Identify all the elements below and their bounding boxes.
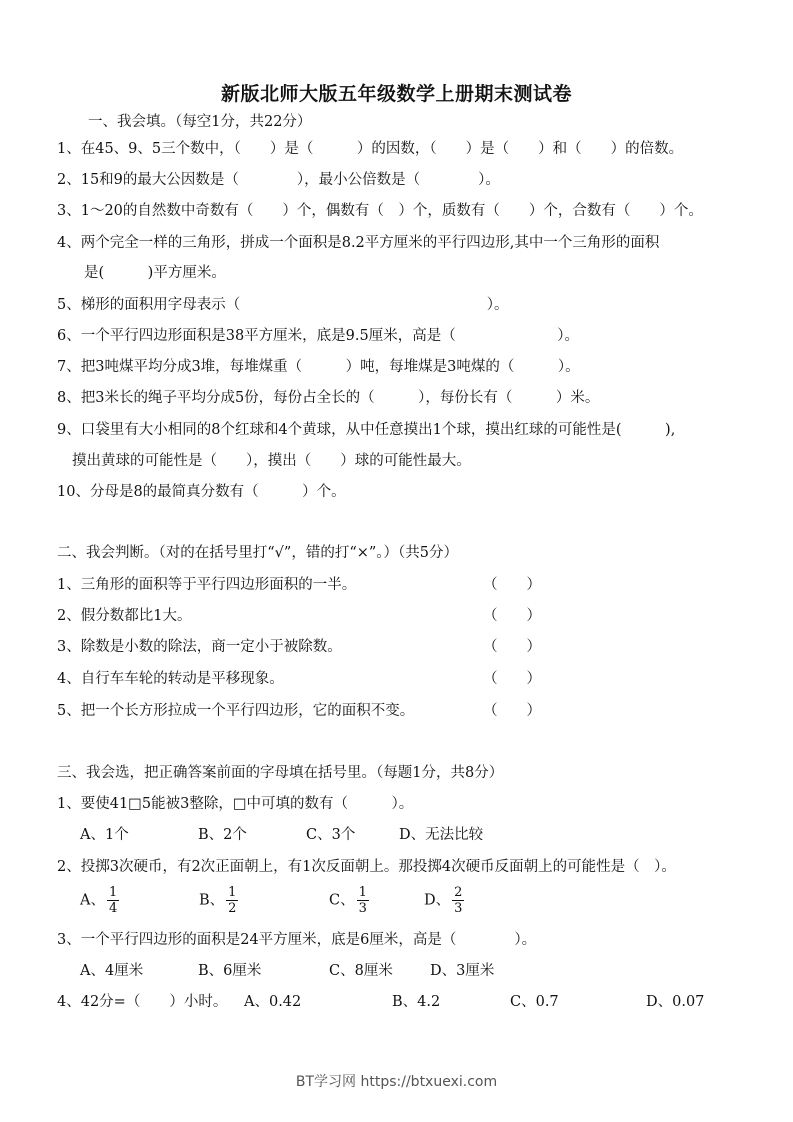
judge-paren-4: （ ） [483,671,541,687]
fraction-numerator: 1 [108,885,118,900]
choice-q1-option-c: C、3个 [306,827,356,843]
judge-item-2: 2、假分数都比1大。 [57,608,192,624]
question-1-9-cont: 摸出黄球的可能性是（ ），摸出（ ）球的可能性最大。 [72,453,471,469]
question-1-6: 6、一个平行四边形面积是38平方厘米，底是9.5厘米，高是（ ）。 [57,328,579,344]
judge-item-5: 5、把一个长方形拉成一个平行四边形，它的面积不变。 [57,703,415,719]
fraction-denominator: 4 [108,901,118,916]
question-1-2: 2、15和9的最大公因数是（ ），最小公倍数是（ ）。 [57,172,500,188]
option-label: B、 [199,892,225,909]
option-label: C、 [329,892,355,909]
question-1-4: 4、两个完全一样的三角形，拼成一个面积是8.2平方厘米的平行四边形,其中一个三角形的面积 [57,235,660,251]
choice-q4-option-c: C、0.7 [510,994,559,1010]
fraction-numerator: 1 [228,885,237,900]
question-1-3: 3、1～20的自然数中奇数有（ ）个，偶数有（ ）个，质数有（ ）个，合数有（ ）个。 [57,203,703,219]
choice-q1: 1、要使41□5能被3整除，□中可填的数有（ ）。 [57,796,414,812]
fraction-denominator: 3 [358,901,367,916]
choice-q1-option-a: A、1个 [80,827,129,843]
question-1-4-cont: 是( )平方厘米。 [84,265,226,281]
section1-heading: 一、我会填。（每空1分，共22分） [88,114,312,130]
question-1-8: 8、把3米长的绳子平均分成5份，每份占全长的（ ），每份长有（ ）米。 [57,390,600,406]
fraction [357,885,369,916]
choice-q4: 4、42分=（ ）小时。 [57,994,228,1010]
question-1-9: 9、口袋里有大小相同的8个红球和4个黄球，从中任意摸出1个球，摸出红球的可能性是( ), [57,422,676,438]
choice-q3-option-c: C、8厘米 [329,963,393,979]
choice-q1-option-d: D、无法比较 [399,827,484,843]
judge-item-1: 1、三角形的面积等于平行四边形面积的一半。 [57,577,357,593]
choice-q2-option-b [199,885,238,916]
question-1-10: 10、分母是8的最简真分数有（ ）个。 [57,484,346,500]
choice-q3-option-a: A、4厘米 [80,963,144,979]
section2-heading: 二、我会判断。（对的在括号里打“√”，错的打“×”。）（共5分） [57,545,459,561]
question-1-5: 5、梯形的面积用字母表示（ ）。 [57,297,509,313]
choice-q2-option-d [424,885,464,916]
judge-paren-1: （ ） [483,577,541,593]
option-label: A、 [80,892,105,909]
choice-q4-option-d: D、0.07 [646,994,705,1010]
question-1-1: 1、在45、9、5三个数中，（ ）是（ ）的因数，（ ）是（ ）和（ ）的倍数。 [57,141,684,157]
fraction-denominator: 3 [454,901,463,916]
choice-q4-option-b: B、4.2 [392,994,441,1010]
judge-paren-5: （ ） [483,703,541,719]
fraction-numerator: 1 [358,885,367,900]
choice-q3-option-d: D、3厘米 [430,963,495,979]
judge-item-4: 4、自行车车轮的转动是平移现象。 [57,671,284,687]
choice-q2-option-a [80,885,119,916]
section3-heading: 三、我会选，把正确答案前面的字母填在括号里。（每题1分，共8分） [57,765,504,781]
choice-q3-option-b: B、6厘米 [198,963,262,979]
option-label: D、 [424,892,451,909]
fraction [226,885,238,916]
fraction [107,885,119,916]
choice-q3: 3、一个平行四边形的面积是24平方厘米，底是6厘米，高是（ ）。 [57,932,537,948]
choice-q1-option-b: B、2个 [198,827,247,843]
judge-item-3: 3、除数是小数的除法，商一定小于被除数。 [57,639,342,655]
fraction-denominator: 2 [228,901,237,916]
fraction [452,885,464,916]
footer-watermark: BT学习网 https://btxuexi.com [295,1074,498,1090]
fraction-numerator: 2 [454,885,463,900]
choice-q4-option-a: A、0.42 [244,994,302,1010]
judge-paren-2: （ ） [483,608,541,624]
exam-title: 新版北师大版五年级数学上册期末测试卷 [220,83,572,105]
choice-q2: 2、投掷3次硬币，有2次正面朝上，有1次反面朝上。那投掷4次硬币反面朝上的可能性是（ ）。 [57,859,676,875]
judge-paren-3: （ ） [483,639,541,655]
choice-q2-option-c [329,885,369,916]
question-1-7: 7、把3吨煤平均分成3堆，每堆煤重（ ）吨，每堆煤是3吨煤的（ ）。 [57,359,580,375]
